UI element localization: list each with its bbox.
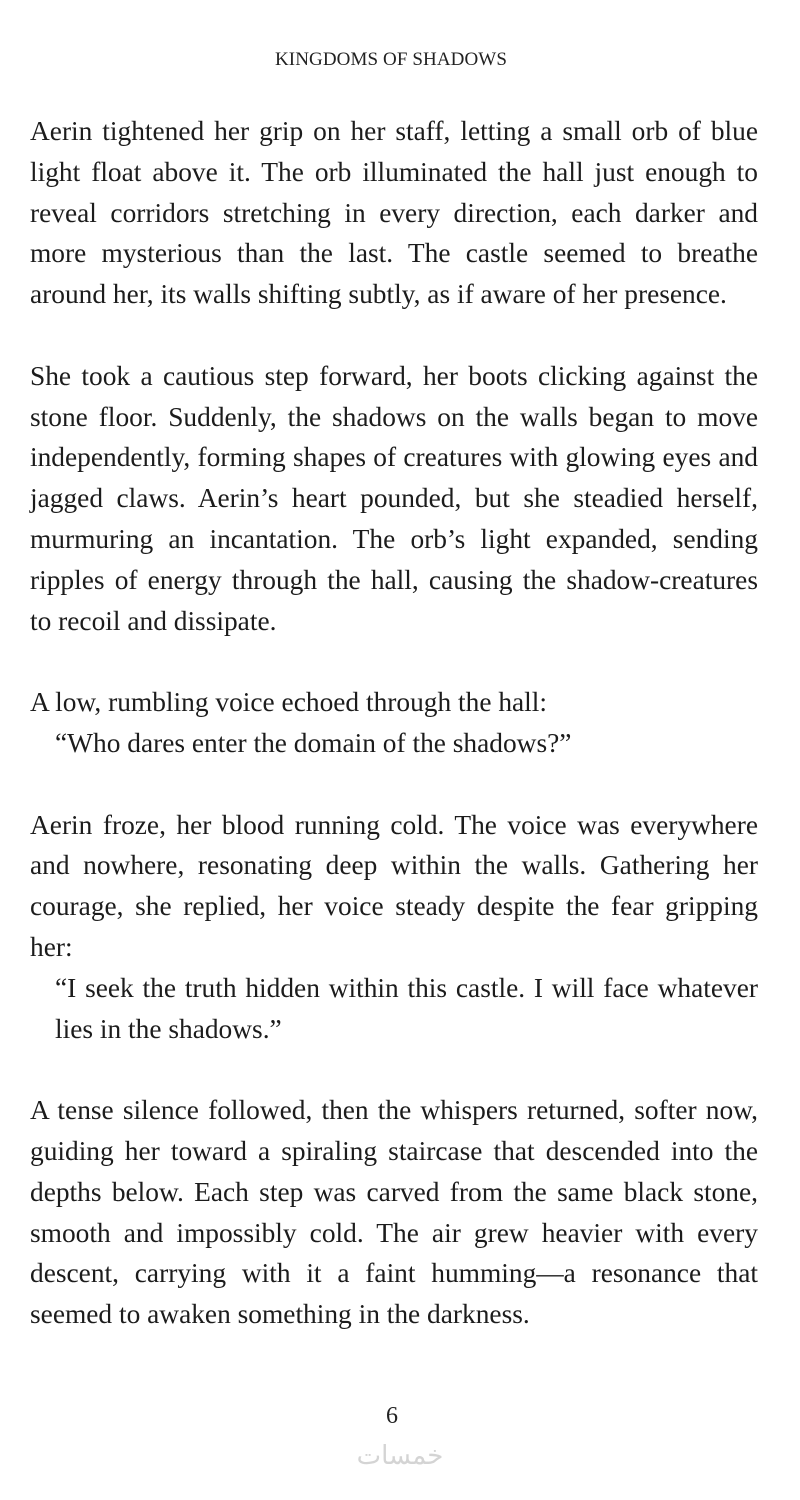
page-number: 6 <box>386 1403 398 1429</box>
running-head-title: KINGDOMS OF SHADOWS <box>274 49 508 70</box>
paragraph-4-text: Aerin froze, her blood running cold. The voice was everywhere and nowhere, resonating deep within the walls. Gathering her courage, she replied, her voice steady despite the fear gripping her: <box>30 809 758 962</box>
page-body <box>30 111 758 1376</box>
paragraph-3-intro: A low, rumbling voice echoed through the hall: <box>30 687 548 718</box>
dialogue-quote-1: “Who dares enter the domain of the shadows?” <box>55 727 572 758</box>
dialogue-quote-2: “I seek the truth hidden within this castle. I will face whatever lies in the shadows.” <box>55 972 758 1044</box>
watermark-logo: خمسات <box>356 1441 444 1471</box>
paragraph-2: She took a cautious step forward, her boots clicking against the stone floor. Suddenly, the shadows on the walls began to move independently, forming shapes of creatures with glowing eyes and jagged claws. Aerin’s heart pounded, but she steadied herself, murmuring an incantation. The orb’s light expanded, sending ripples of energy through the hall, causing the shadow-creatures to recoil and dissipate. <box>30 360 758 636</box>
paragraph-4 <box>30 805 758 1050</box>
paragraph-1: Aerin tightened her grip on her staff, letting a small orb of blue light float above it. The orb illuminated the hall just enough to reveal corridors stretching in every direction, each darker and more mysterious than the last. The castle seemed to breathe around her, its walls shifting subtly, as if aware of her presence. <box>30 116 758 310</box>
paragraph-5: A tense silence followed, then the whispers returned, softer now, guiding her toward a spiraling staircase that descended into the depths below. Each step was carved from the same black stone, smooth and impossibly cold. The air grew heavier with every descent, carrying with it a faint humming—a resonance that seemed to awaken something in the darkness. <box>30 1095 758 1330</box>
paragraph-3 <box>30 682 758 764</box>
